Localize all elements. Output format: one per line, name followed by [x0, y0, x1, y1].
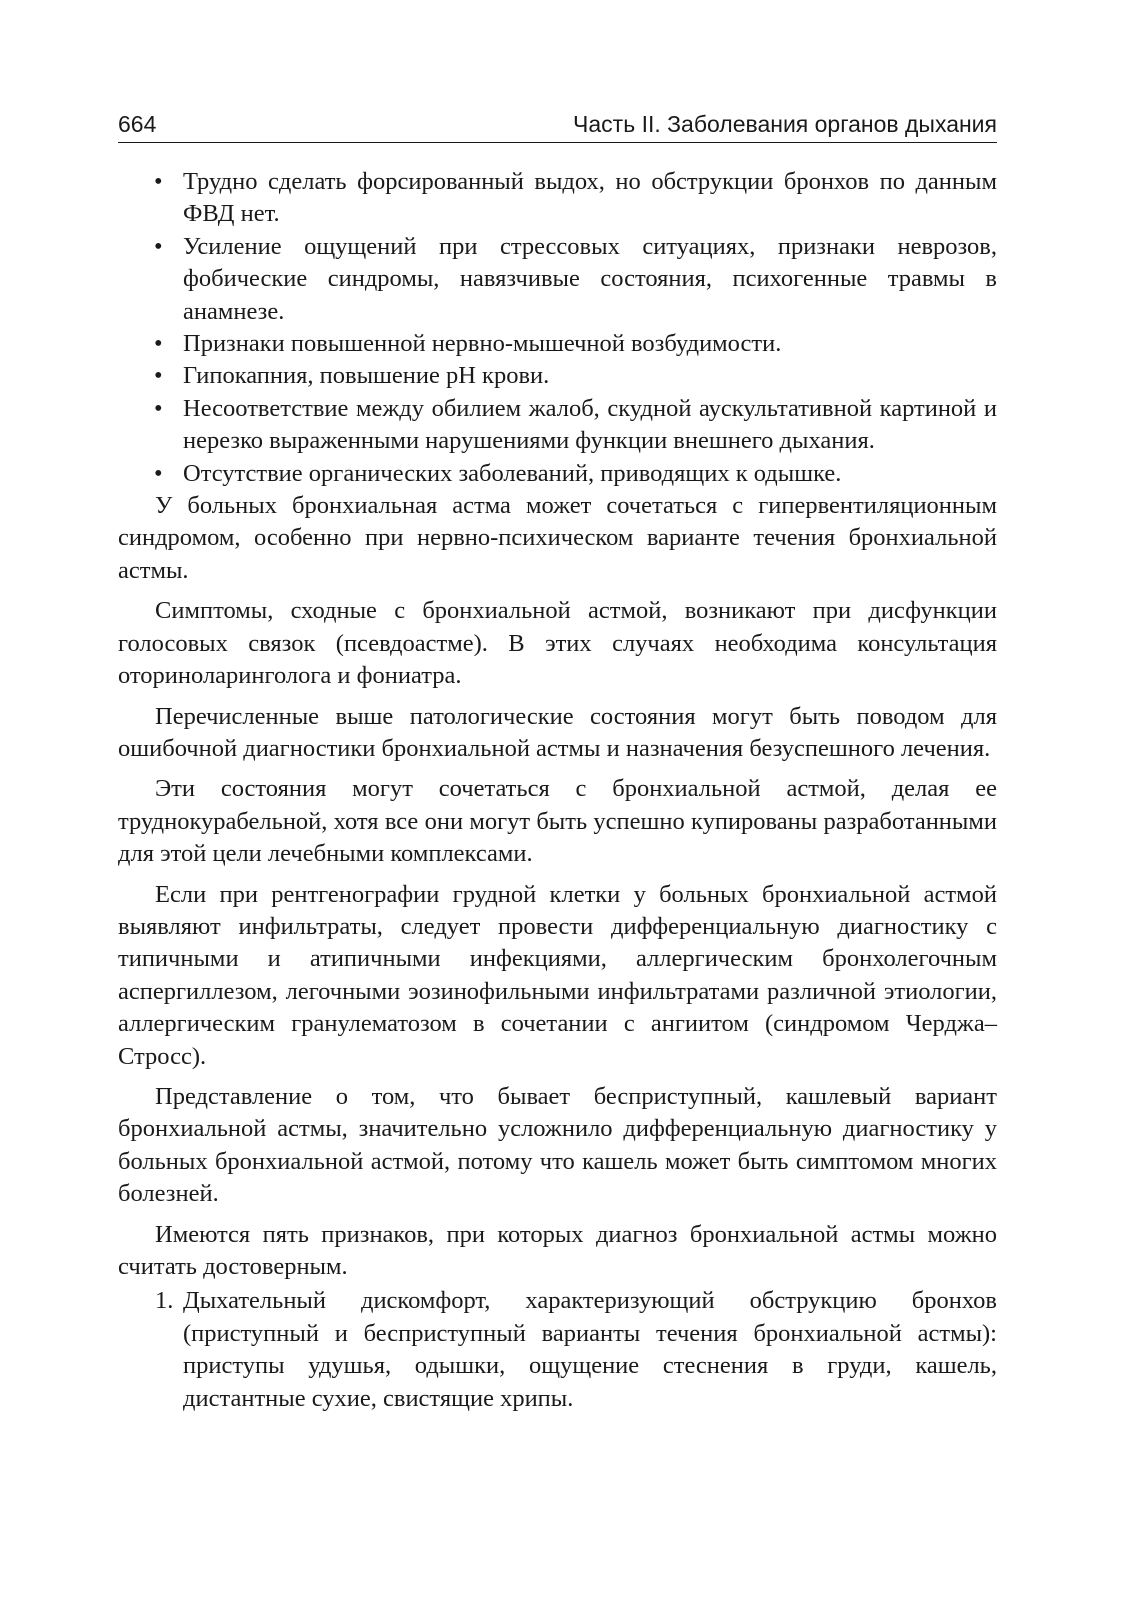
body-paragraph: Симптомы, сходные с бронхиальной астмой, возникают при дисфункции голосовых связок (псевдоастме). В этих случаях необходима консультация оториноларинголога и фониатра.: [118, 597, 997, 690]
symptom-bullet-list: [118, 166, 997, 490]
bullet-icon: •: [154, 459, 163, 487]
bullet-icon: •: [154, 168, 163, 195]
page-number: 664: [118, 111, 157, 137]
bullet-icon: •: [154, 232, 163, 260]
bullet-icon: •: [154, 330, 163, 358]
list-item-text: Признаки повышенной нервно-мышечной возбудимости.: [183, 330, 782, 358]
page-body: [118, 166, 997, 1415]
list-item: [118, 458, 997, 490]
list-item: [118, 166, 997, 231]
body-paragraph: Если при рентгенографии грудной клетки у больных бронхиальной астмой выявляют инфильтраты, следует провести дифференциальную диагностику с типичными и атипичными инфекциями, аллергическим бронхолегочным аспергиллезом, легочными эозинофильными инфильтратами различной этиологии, аллергическим гранулематозом в сочетании с ангиитом (синдромом Черджа–Стросс).: [118, 880, 997, 1070]
body-paragraph: Имеются пять признаков, при которых диагноз бронхиальной астмы можно считать достоверным.: [118, 1220, 997, 1280]
bullet-icon: •: [154, 362, 163, 390]
list-item-text: Дыхательный дискомфорт, характеризующий обструкцию бронхов (приступный и бесприступный варианты течения бронхиальной астмы): приступы удушья, одышки, ощущение стеснения в груди, кашель, дистантные сухие, свистящие хрипы.: [183, 1287, 997, 1412]
body-paragraph: Эти состояния могут сочетаться с бронхиальной астмой, делая ее труднокурабельной, хотя все они могут быть успешно купированы разработанными для этой цели лечебными комплексами.: [118, 775, 997, 868]
list-item: [118, 393, 997, 458]
list-number: 1.: [155, 1287, 174, 1315]
list-item-text: Несоответствие между обилием жалоб, скудной аускультативной картиной и нерезко выраженными нарушениями функции внешнего дыхания.: [183, 394, 997, 455]
list-item: [118, 360, 997, 392]
list-item: [118, 231, 997, 328]
running-header: [118, 110, 997, 143]
body-paragraph: Представление о том, что бывает бесприступный, кашлевый вариант бронхиальной астмы, значительно усложнило дифференциальную диагностику у больных бронхиальной астмой, потому что кашель может быть симптомом многих болезней.: [118, 1082, 997, 1208]
criteria-numbered-list: [118, 1285, 997, 1415]
list-item-text: Гипокапния, повышение pH крови.: [183, 362, 550, 390]
bullet-icon: •: [154, 394, 163, 422]
list-item-text: Отсутствие органических заболеваний, приводящих к одышке.: [183, 459, 842, 487]
list-item-text: Трудно сделать форсированный выдох, но обструкции бронхов по данным ФВД нет.: [183, 168, 997, 228]
body-paragraph: У больных бронхиальная астма может сочетаться с гипервентиляционным синдромом, особенно при нервно-психическом варианте течения бронхиальной астмы.: [118, 492, 997, 584]
body-paragraph: Перечисленные выше патологические состояния могут быть поводом для ошибочной диагностики бронхиальной астмы и назначения безуспешного лечения.: [118, 702, 997, 762]
list-item-text: Усиление ощущений при стрессовых ситуациях, признаки неврозов, фобические синдромы, навязчивые состояния, психогенные травмы в анамнезе.: [183, 232, 997, 325]
list-item: [118, 1285, 997, 1415]
running-title: Часть II. Заболевания органов дыхания: [573, 111, 997, 137]
list-item: [118, 328, 997, 360]
